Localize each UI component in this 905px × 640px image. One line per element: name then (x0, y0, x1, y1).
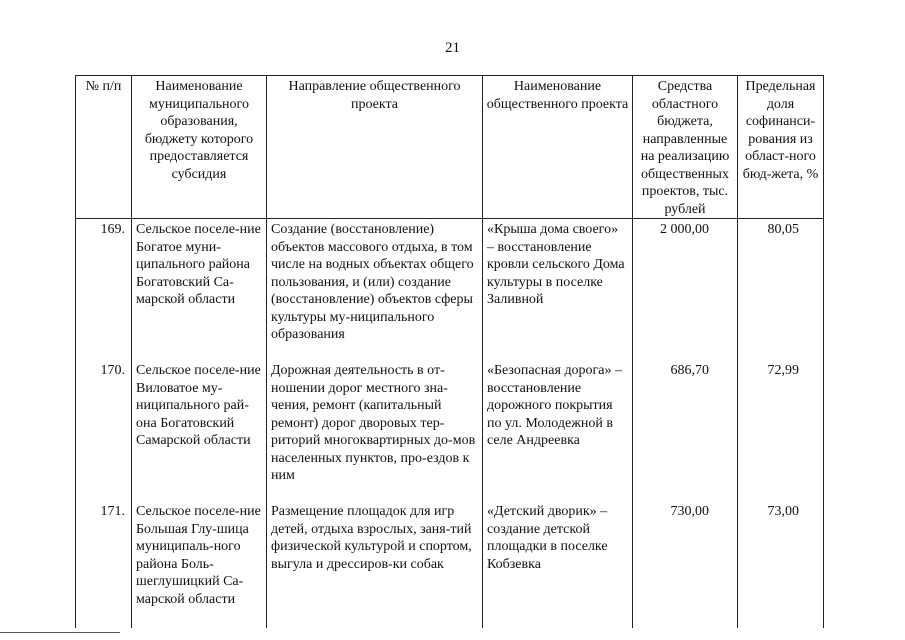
table-row (76, 501, 824, 628)
row-project: «Крыша дома своего» – восстановление кровли сельского Дома культуры в поселке Заливной (483, 219, 633, 361)
row-funds: 730,00 (633, 501, 738, 628)
row-project: «Детский дворик» – создание детской площадки в поселке Кобзевка (483, 501, 633, 628)
row-municipality: Сельское поселе-ние Виловатое му-ниципального рай-она Богатовский Самарской области (132, 360, 267, 501)
row-share: 73,00 (738, 501, 824, 628)
table-row (76, 219, 824, 361)
row-share: 72,99 (738, 360, 824, 501)
row-funds: 2 000,00 (633, 219, 738, 361)
header-share: Предельная доля софинанси-рования из област-ного бюд-жета, % (738, 76, 824, 219)
row-share: 80,05 (738, 219, 824, 361)
row-num: 170. (76, 360, 132, 501)
header-funds: Средства областного бюджета, направленные на реализацию общественных проектов, тыс. рублей (633, 76, 738, 219)
header-municipality: Наименование муниципального образования, бюджету которого предоставляется субсидия (132, 76, 267, 219)
row-direction: Размещение площадок для игр детей, отдыха взрослых, заня-тий физической культурой и спортом, выгула и дрессиров-ки собак (267, 501, 483, 628)
row-num: 169. (76, 219, 132, 361)
row-num: 171. (76, 501, 132, 628)
row-project: «Безопасная дорога» – восстановление дорожного покрытия по ул. Молодежной в селе Андреевка (483, 360, 633, 501)
row-municipality: Сельское поселе-ние Большая Глу-шица муниципаль-ного района Боль-шеглушицкий Са-марской области (132, 501, 267, 628)
row-direction: Дорожная деятельность в от-ношении дорог местного зна-чения, ремонт (капитальный ремонт) дорог дворовых тер-риторий многоквартирных до-мов населенных пунктов, про-ездов к ним (267, 360, 483, 501)
row-direction: Создание (восстановление) объектов массового отдыха, в том числе на водных объектах общего пользования, и (или) создание (восстановление) объектов сферы культуры му-ниципального образования (267, 219, 483, 361)
header-direction: Направление общественного проекта (267, 76, 483, 219)
page-number: 21 (445, 40, 460, 56)
header-project: Наименование общественного проекта (483, 76, 633, 219)
table-header-row (76, 76, 824, 219)
subsidy-table (75, 75, 824, 628)
header-num: № п/п (76, 76, 132, 219)
table-row (76, 360, 824, 501)
row-funds: 686,70 (633, 360, 738, 501)
row-municipality: Сельское поселе-ние Богатое муни-ципального района Богатовский Са-марской области (132, 219, 267, 361)
page-edge-line (0, 632, 120, 633)
